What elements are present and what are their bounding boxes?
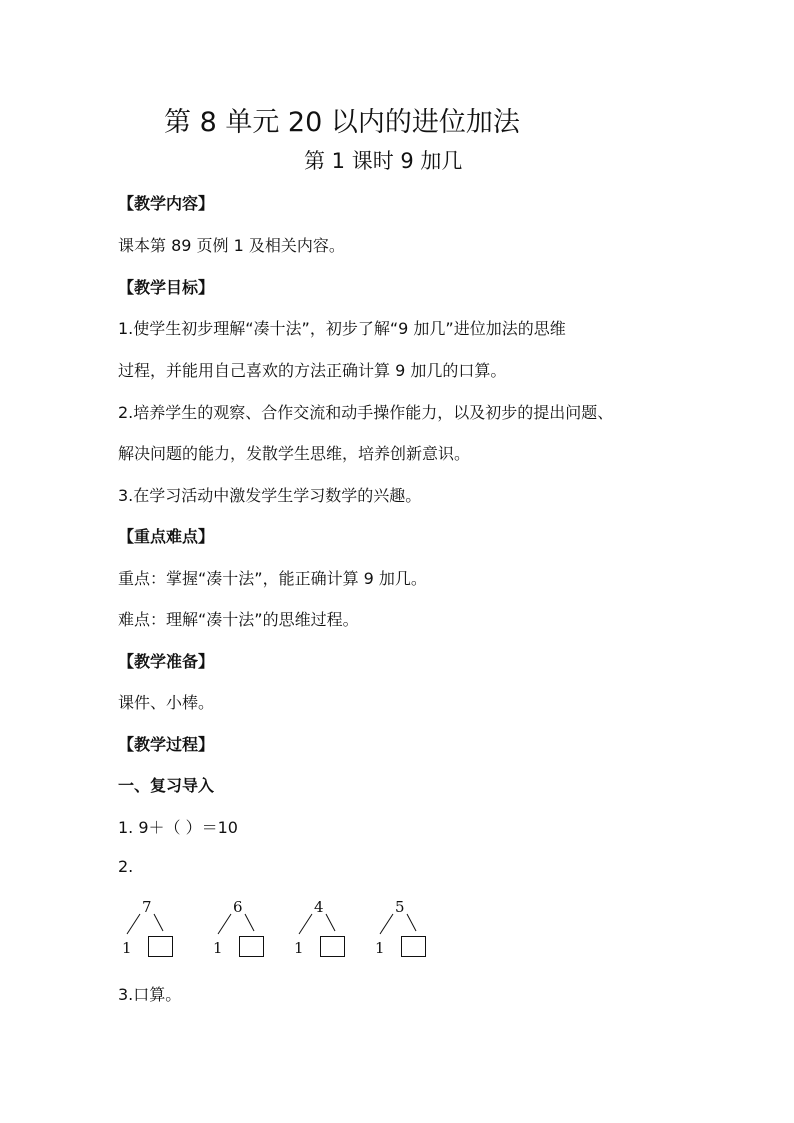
decomposition-tree: [292, 898, 362, 962]
tree-top-number: 4: [314, 898, 324, 916]
question-1: 1. 9＋（ ）＝10: [118, 818, 238, 837]
goal-3: 3.在学习活动中激发学生学习数学的兴趣。: [118, 486, 422, 505]
tree-top-number: 5: [395, 898, 405, 916]
tree-top-number: 7: [142, 898, 152, 916]
answer-box[interactable]: [401, 936, 426, 957]
section-heading-goals: 【教学目标】: [118, 278, 215, 297]
section-heading-content: 【教学内容】: [118, 194, 215, 213]
question-2: 2.: [118, 857, 134, 876]
page-title: 第 8 单元 20 以内的进位加法: [164, 107, 520, 138]
difficult-point: 难点：理解“凑十法”的思维过程。: [118, 610, 359, 629]
section-heading-process: 【教学过程】: [118, 735, 215, 754]
section-heading-key-points: 【重点难点】: [118, 527, 215, 546]
decomposition-tree: [373, 898, 443, 962]
part-1-heading: 一、复习导入: [118, 776, 215, 795]
preparation-text: 课件、小棒。: [118, 693, 215, 712]
tree-left-number: 1: [122, 939, 132, 957]
decomposition-tree: [120, 898, 190, 962]
decomposition-tree: [211, 898, 281, 962]
lesson-subtitle: 第 1 课时 9 加几: [304, 149, 463, 173]
goal-1-line-1: 1.使学生初步理解“凑十法”，初步了解“9 加几”进位加法的思维: [118, 319, 566, 338]
goal-1-line-2: 过程，并能用自己喜欢的方法正确计算 9 加几的口算。: [118, 361, 507, 380]
tree-left-number: 1: [213, 939, 223, 957]
goal-2-line-2: 解决问题的能力，发散学生思维，培养创新意识。: [118, 444, 471, 463]
content-text: 课本第 89 页例 1 及相关内容。: [118, 236, 345, 255]
question-3: 3.口算。: [118, 985, 182, 1004]
answer-box[interactable]: [320, 936, 345, 957]
answer-box[interactable]: [148, 936, 173, 957]
section-heading-preparation: 【教学准备】: [118, 652, 215, 671]
tree-top-number: 6: [233, 898, 243, 916]
goal-2-line-1: 2.培养学生的观察、合作交流和动手操作能力，以及初步的提出问题、: [118, 403, 614, 422]
answer-box[interactable]: [239, 936, 264, 957]
tree-left-number: 1: [375, 939, 385, 957]
key-point: 重点：掌握“凑十法”，能正确计算 9 加几。: [118, 569, 427, 588]
tree-left-number: 1: [294, 939, 304, 957]
